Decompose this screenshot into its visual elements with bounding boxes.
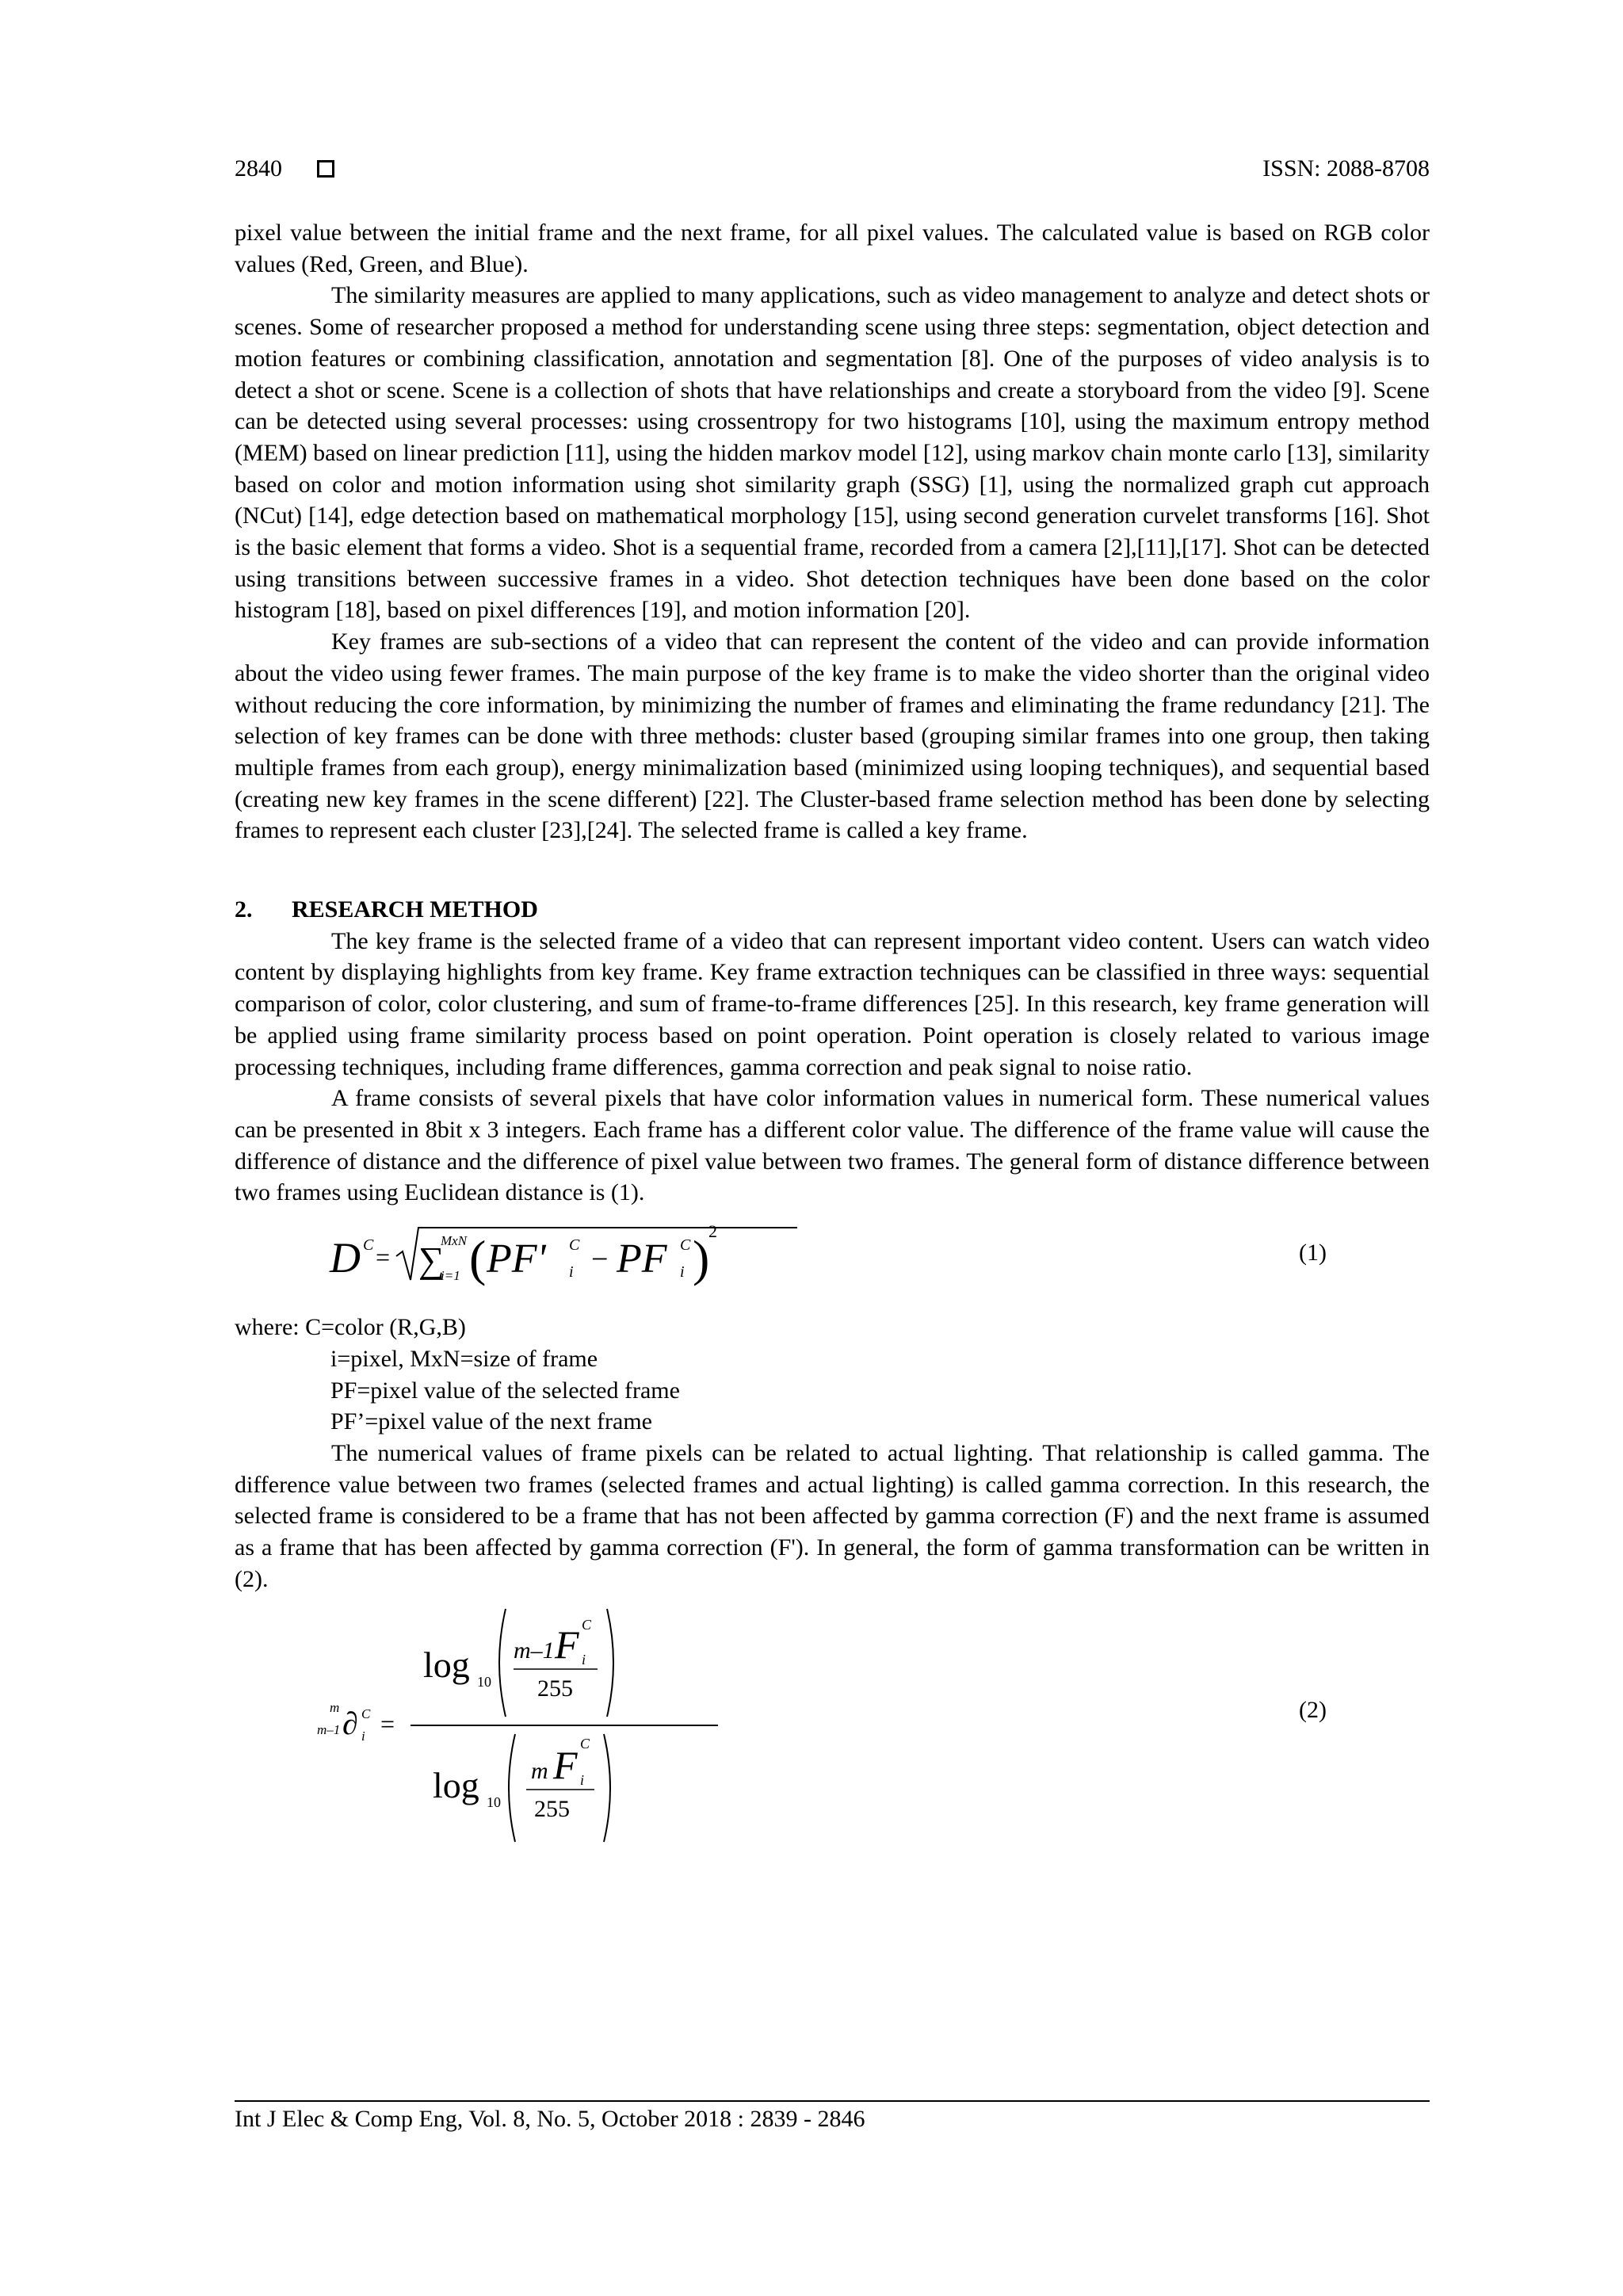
where-line: i=pixel, MxN=size of frame <box>330 1345 598 1372</box>
svg-text:): ) <box>693 1230 710 1287</box>
eq2-num-sup: C <box>582 1617 592 1633</box>
svg-text:∂: ∂ <box>342 1706 358 1742</box>
eq2-den-sub: i <box>580 1772 585 1789</box>
eq2-lhs-m1: m–1 <box>317 1722 341 1738</box>
eq1-lhs: D <box>330 1234 361 1282</box>
paragraph: The numerical values of frame pixels can be related to actual lighting. That relationship is called gamma. The difference value between two frames (selected frames and actual lighting) is called gamma correction. In this research, the selected frame is considered to be a frame that has not been affected by gamma correction (F) and the next frame is assumed as a frame that has been affected by gamma correction (F'). In general, the form of gamma transformation can be written in (2). <box>235 1439 1430 1592</box>
eq1-sub1: i <box>569 1263 574 1282</box>
paragraph: The key frame is the selected frame of a video that can represent important video content. Users can watch video content by displaying highlights from key frame. Key frame extraction techniques can be classified in three ways: sequential comparison of color, color clustering, and sum of frame-to-frame differences [25]. In this research, key frame generation will be applied using frame similarity process based on point operation. Point operation is closely related to various image processing techniques, including frame differences, gamma correction and peak signal to noise ratio. <box>235 927 1430 1080</box>
where-line: where: C=color (R,G,B) <box>235 1314 466 1341</box>
section-heading <box>235 894 1430 926</box>
equation-1 <box>235 1209 1430 1312</box>
eq1-sub2: i <box>680 1263 685 1282</box>
eq2-lhs-sub: i <box>361 1729 365 1744</box>
paragraph: Key frames are sub-sections of a video that can represent the content of the video and can provide information about the video using fewer frames. The main purpose of the key frame is to make the video shorter than the original video without reducing the core information, by minimizing the number of frames and eliminating the frame redundancy [21]. The selection of key frames can be done with three methods: cluster based (grouping similar frames into one group, then taking multiple frames from each group), energy minimalization based (minimized using looping techniques), and sequential based (creating new key frames in the scene different) [22]. The Cluster-based frame selection method has been done by selecting frames to represent each cluster [23],[24]. The selected frame is called a key frame. <box>235 628 1430 844</box>
svg-text:=: = <box>380 1710 395 1739</box>
eq1-lhs-sup: C <box>363 1236 374 1255</box>
equation-2-formula <box>317 1601 773 1839</box>
eq1-term1: PF' <box>487 1236 546 1282</box>
eq2-lhs-sup: C <box>361 1706 371 1722</box>
eq1-power: 2 <box>708 1221 717 1242</box>
eq2-num-base: 10 <box>477 1674 491 1690</box>
eq1-sup1: C <box>569 1236 580 1255</box>
eq2-den-sup: C <box>580 1736 590 1752</box>
article-body <box>235 217 1430 1839</box>
where-line: PF=pixel value of the selected frame <box>330 1377 680 1404</box>
svg-text:∑: ∑ <box>418 1240 445 1281</box>
page-number: 2840 <box>235 155 282 181</box>
footer-citation: Int J Elec & Comp Eng, Vol. 8, No. 5, October 2018 : 2839 - 2846 <box>235 2106 865 2132</box>
eq2-den-base: 10 <box>487 1794 501 1811</box>
eq2-lhs-m: m <box>330 1700 340 1716</box>
svg-text:−: − <box>591 1243 609 1277</box>
eq2-num-den: 255 <box>537 1675 573 1702</box>
equation-1-number: (1) <box>1299 1240 1327 1266</box>
section-title: RESEARCH METHOD <box>292 896 538 923</box>
eq2-num-sub: i <box>582 1652 586 1668</box>
eq1-sum-upper: MxN <box>441 1233 468 1249</box>
page-header-left <box>235 153 334 185</box>
eq1-sum-lower: i=1 <box>441 1268 460 1284</box>
footer-rule <box>235 2100 1430 2102</box>
equation-1-formula <box>330 1209 884 1312</box>
equation-2-number: (2) <box>1299 1697 1327 1724</box>
svg-text:(: ( <box>469 1230 487 1287</box>
equation-2 <box>235 1601 1430 1839</box>
eq2-num-log: log <box>423 1645 470 1686</box>
eq2-num-F: F <box>555 1622 579 1668</box>
eq2-den-den: 255 <box>534 1796 570 1823</box>
paragraph: pixel value between the initial frame and the next frame, for all pixel values. The calculated value is based on RGB color values (Red, Green, and Blue). <box>235 220 1430 277</box>
eq2-den-m: m <box>531 1758 548 1785</box>
eq1-term2: PF <box>617 1236 667 1282</box>
svg-text:=: = <box>376 1243 391 1272</box>
where-line: PF’=pixel value of the next frame <box>330 1408 652 1435</box>
eq2-den-F: F <box>553 1743 578 1788</box>
paragraph: The similarity measures are applied to many applications, such as video management to analyze and detect shots or scenes. Some of researcher proposed a method for understanding scene using three steps: segmentation, object detection and motion features or combining classification, annotation and segmentation [8]. One of the purposes of video analysis is to detect a shot or scene. Scene is a collection of shots that have relationships and create a storyboard from the video [9]. Scene can be detected using several processes: using crossentropy for two histograms [10], using the maximum entropy method (MEM) based on linear prediction [11], using the hidden markov model [12], using markov chain monte carlo [13], similarity based on color and motion information using shot similarity graph (SSG) [1], using the normalized graph cut approach (NCut) [14], edge detection based on mathematical morphology [15], using second generation curvelet transforms [16]. Shot is the basic element that forms a video. Shot is a sequential frame, recorded from a camera [2],[11],[17]. Shot can be detected using transitions between successive frames in a video. Shot detection techniques have been done based on the color histogram [18], based on pixel differences [19], and motion information [20]. <box>235 282 1430 624</box>
section-number: 2. <box>235 896 253 923</box>
square-bullet-icon <box>317 160 334 178</box>
eq2-num-m1: m–1 <box>514 1637 555 1664</box>
eq1-sup2: C <box>680 1236 691 1255</box>
paragraph: A frame consists of several pixels that have color information values in numerical form. These numerical values can be presented in 8bit x 3 integers. Each frame has a different color value. The difference of the frame value will cause the difference of distance and the difference of pixel value between two frames. The general form of distance difference between two frames using Euclidean distance is (1). <box>235 1085 1430 1206</box>
eq2-den-log: log <box>433 1765 479 1806</box>
journal-issn: ISSN: 2088-8708 <box>1262 155 1430 181</box>
